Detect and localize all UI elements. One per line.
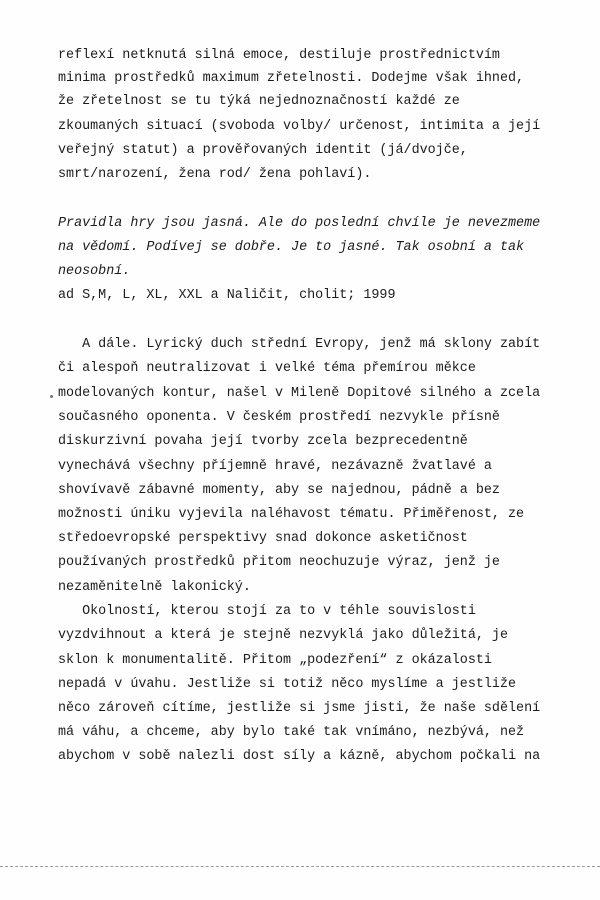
text-line: sklon k monumentalitě. Přitom „podezření“ z okázalosti — [58, 653, 492, 668]
text-line: nepadá v úvahu. Jestliže si totiž něco myslíme a jestliže — [58, 677, 517, 692]
text-line: smrt/narození, žena rod/ žena pohlaví). — [58, 167, 372, 182]
perforation-line — [0, 866, 600, 867]
text-line: nezaměnitelně lakonický. — [58, 580, 251, 595]
text-line: minima prostředků maximum zřetelnosti. Dodejme však ihned, — [58, 71, 525, 86]
text-line: má váhu, a chceme, aby bylo také tak vnímáno, nezbývá, než — [58, 725, 525, 740]
text-line: modelovaných kontur, našel v Mileně Dopitové silného a zcela — [58, 386, 541, 401]
text-line: současného oponenta. V českém prostředí nezvykle přísně — [58, 410, 500, 425]
text-line: či alespoň neutralizovat i velké téma přemírou měkce — [58, 361, 476, 376]
text-line: středoevropské perspektivy snad dokonce asketičnost — [58, 531, 468, 546]
text-line: vynechává všechny příjemně hravé, nezávazně žvatlavé a — [58, 459, 492, 474]
text-line: používaných prostředků přitom neochuzuje výraz, jenž je — [58, 555, 500, 570]
text-line: diskurzivní povaha její tvorby zcela bezprecedentně — [58, 434, 468, 449]
margin-mark — [50, 395, 53, 398]
quote-line: neosobní. — [58, 264, 131, 279]
text-line: A dále. Lyrický duch střední Evropy, jenž má sklony zabít — [58, 337, 541, 352]
text-line: shovívavě zábavné momenty, aby se najednou, pádně a bez — [58, 483, 500, 498]
text-line: reflexí netknutá silná emoce, destiluje prostřednictvím — [58, 48, 500, 63]
text-line: vyzdvihnout a která je stejně nezvyklá jako důležitá, je — [58, 628, 508, 643]
text-line: něco zároveň cítíme, jestliže si jsme jisti, že naše sdělení — [58, 701, 541, 716]
text-line: že zřetelnost se tu týká nejednoznačností každé ze — [58, 94, 460, 109]
quote-line: na vědomí. Podívej se dobře. Je to jasné. Tak osobní a tak — [58, 240, 525, 255]
quote-line: Pravidla hry jsou jasná. Ale do poslední chvíle je nevezmeme — [58, 216, 541, 231]
text-line: možnosti úniku vyjevila naléhavost tématu. Přiměřenost, ze — [58, 507, 525, 522]
citation: ad S,M, L, XL, XXL a Naličit, cholit; 1999 — [58, 288, 396, 303]
text-line: Okolností, kterou stojí za to v téhle souvislosti — [58, 604, 476, 619]
text-line: abychom v sobě nalezli dost síly a kázně, abychom počkali na — [58, 749, 541, 764]
text-line: zkoumaných situací (svoboda volby/ určenost, intimita a její — [58, 119, 541, 134]
text-line: veřejný statut) a prověřovaných identit (já/dvojče, — [58, 143, 468, 158]
